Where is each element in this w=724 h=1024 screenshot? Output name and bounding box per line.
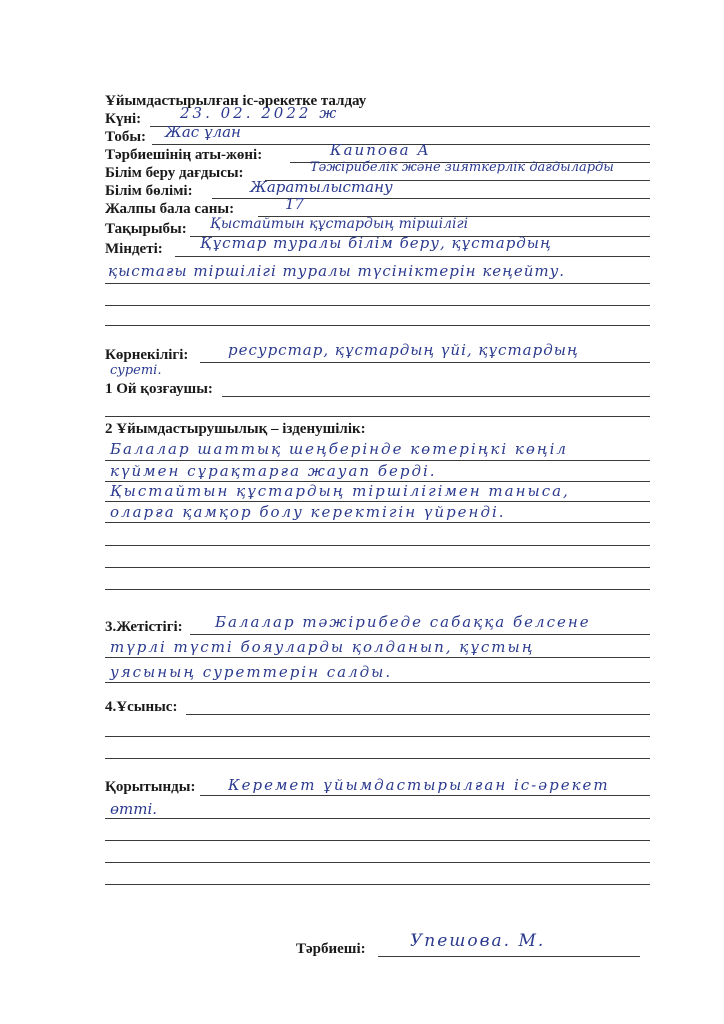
- visual-rule-1: [200, 362, 650, 363]
- task-rule-2: [105, 283, 650, 284]
- task-rule-3: [105, 305, 650, 306]
- section-label: Білім бөлімі:: [105, 183, 193, 199]
- stage1-rule-2: [105, 416, 650, 417]
- stage2-rule-3: [105, 501, 650, 502]
- result-label: 3.Жетістігі:: [105, 619, 183, 635]
- topic-label: Тақырыбы:: [105, 221, 187, 237]
- result-rule-2: [105, 657, 650, 658]
- visual-label: Көрнекілігі:: [105, 347, 189, 363]
- stage1-rule-1: [222, 396, 650, 397]
- suggest-rule-1: [186, 714, 650, 715]
- stage2-line-1: Балалар шаттық шеңберінде көтеріңкі көңіл: [110, 440, 568, 458]
- conclusion-rule-3: [105, 840, 650, 841]
- suggest-label: 4.Ұсыныс:: [105, 699, 178, 715]
- visual-line-2: суреті.: [110, 363, 162, 378]
- teacher-value: Каипова А: [330, 141, 431, 159]
- task-rule-4: [105, 325, 650, 326]
- children-label: Жалпы бала саны:: [105, 201, 235, 217]
- section-line: [212, 198, 650, 199]
- result-line-3: уясының суреттерін салды.: [110, 663, 393, 681]
- form-title: Ұйымдастырылған іс-әрекетке талдау: [105, 93, 367, 109]
- stage2-line-4: оларға қамқор болу керектігін үйренді.: [110, 503, 506, 521]
- section-value: Жаратылыстану: [250, 178, 393, 196]
- suggest-rule-3: [105, 758, 650, 759]
- signature-label: Тәрбиеші:: [296, 941, 366, 957]
- conclusion-line-1: Керемет ұйымдастырылған іс-әрекет: [228, 776, 610, 794]
- result-rule-3: [105, 682, 650, 683]
- date-label: Күні:: [105, 111, 142, 127]
- visual-line-1: ресурстар, құстардың үйі, құстардың: [228, 341, 579, 359]
- conclusion-rule-2: [105, 818, 650, 819]
- stage2-line-3: Қыстайтын құстардың тіршілігімен таныса,: [110, 482, 570, 500]
- conclusion-line-2: өтті.: [110, 800, 158, 818]
- teacher-label: Тәрбиешінің аты-жөні:: [105, 147, 263, 163]
- task-label: Міндеті:: [105, 241, 163, 257]
- stage2-line-2: күймен сұрақтарға жауап берді.: [110, 462, 437, 480]
- conclusion-rule-5: [105, 884, 650, 885]
- stage2-rule-1: [105, 460, 650, 461]
- conclusion-rule-4: [105, 862, 650, 863]
- skill-value: Тәжірибелік және зияткерлік дағдыларды: [310, 160, 614, 175]
- group-label: Тобы:: [105, 129, 147, 145]
- date-value: 23. 02. 2022 ж: [180, 104, 340, 122]
- stage2-label: 2 Ұйымдастырушылық – ізденушілік:: [105, 421, 366, 437]
- task-line-2: қыстағы тіршілігі туралы түсініктерін кеңейту.: [108, 262, 566, 280]
- signature-line: [378, 956, 640, 957]
- stage2-rule-7: [105, 589, 650, 590]
- stage2-rule-4: [105, 522, 650, 523]
- children-value: 17: [285, 195, 305, 213]
- result-rule-1: [190, 634, 650, 635]
- suggest-rule-2: [105, 736, 650, 737]
- stage2-rule-6: [105, 567, 650, 568]
- result-line-1: Балалар тәжірибеде сабаққа белсене: [215, 613, 591, 631]
- task-line-1: Құстар туралы білім беру, құстардың: [200, 234, 552, 252]
- result-line-2: түрлі түсті бояуларды қолданып, құстың: [110, 638, 535, 656]
- topic-value: Қыстайтын құстардың тіршілігі: [210, 216, 469, 232]
- conclusion-rule-1: [200, 795, 650, 796]
- group-value: Жас ұлан: [165, 123, 241, 141]
- stage1-label: 1 Ой қозғаушы:: [105, 381, 213, 397]
- signature-value: Упешова. М.: [410, 931, 546, 951]
- stage2-rule-5: [105, 545, 650, 546]
- task-rule-1: [175, 256, 650, 257]
- skill-label: Білім беру дағдысы:: [105, 165, 244, 181]
- conclusion-label: Қорытынды:: [105, 779, 196, 795]
